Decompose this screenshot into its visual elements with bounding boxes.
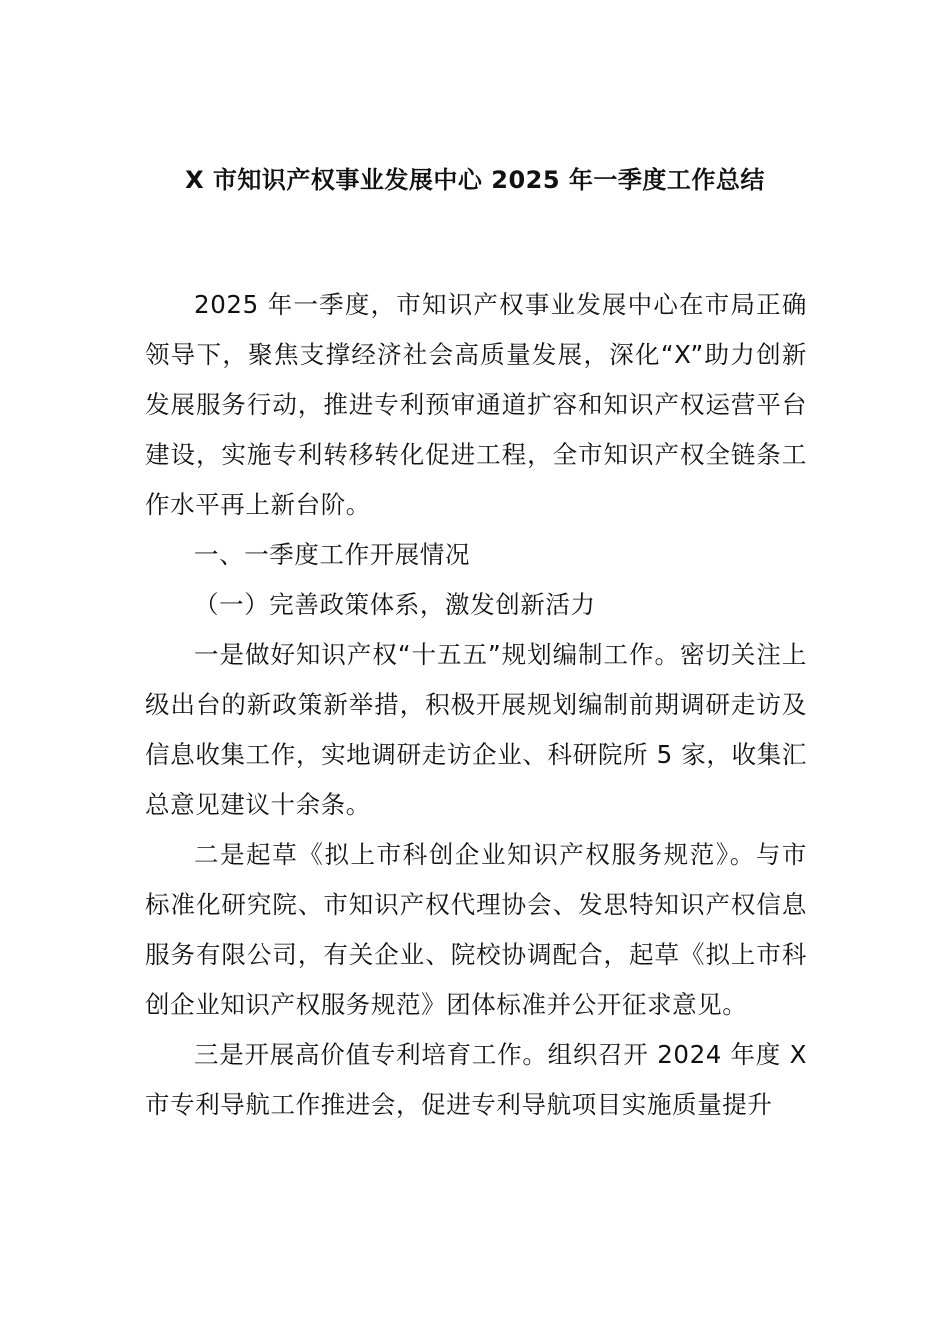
paragraph-item-1: 一是做好知识产权“十五五”规划编制工作。密切关注上级出台的新政策新举措，积极开展规划编制前期调研走访及信息收集工作，实地调研走访企业、科研院所 5 家，收集汇总意见建议十余条。 [145,640,807,819]
paragraph-intro: 2025 年一季度，市知识产权事业发展中心在市局正确领导下，聚焦支撑经济社会高质量发展，深化“X”助力创新发展服务行动，推进专利预审通道扩容和知识产权运营平台建设，实施专利转移转化促进工程，全市知识产权全链条工作水平再上新台阶。 [145,290,807,519]
document-title: X 市知识产权事业发展中心 2025 年一季度工作总结 [185,166,765,194]
paragraph-item-2: 二是起草《拟上市科创企业知识产权服务规范》。与市标准化研究院、市知识产权代理协会、发思特知识产权信息服务有限公司，有关企业、院校协调配合，起草《拟上市科创企业知识产权服务规范》团体标准并公开征求意见。 [145,840,807,1019]
paragraph-item-3: 三是开展高价值专利培育工作。组织召开 2024 年度 X 市专利导航工作推进会，促进专利导航项目实施质量提升 [145,1040,807,1119]
section-heading: 一、一季度工作开展情况 [194,540,471,569]
document-body [145,280,807,1130]
subsection-heading: （一）完善政策体系，激发创新活力 [194,590,596,619]
